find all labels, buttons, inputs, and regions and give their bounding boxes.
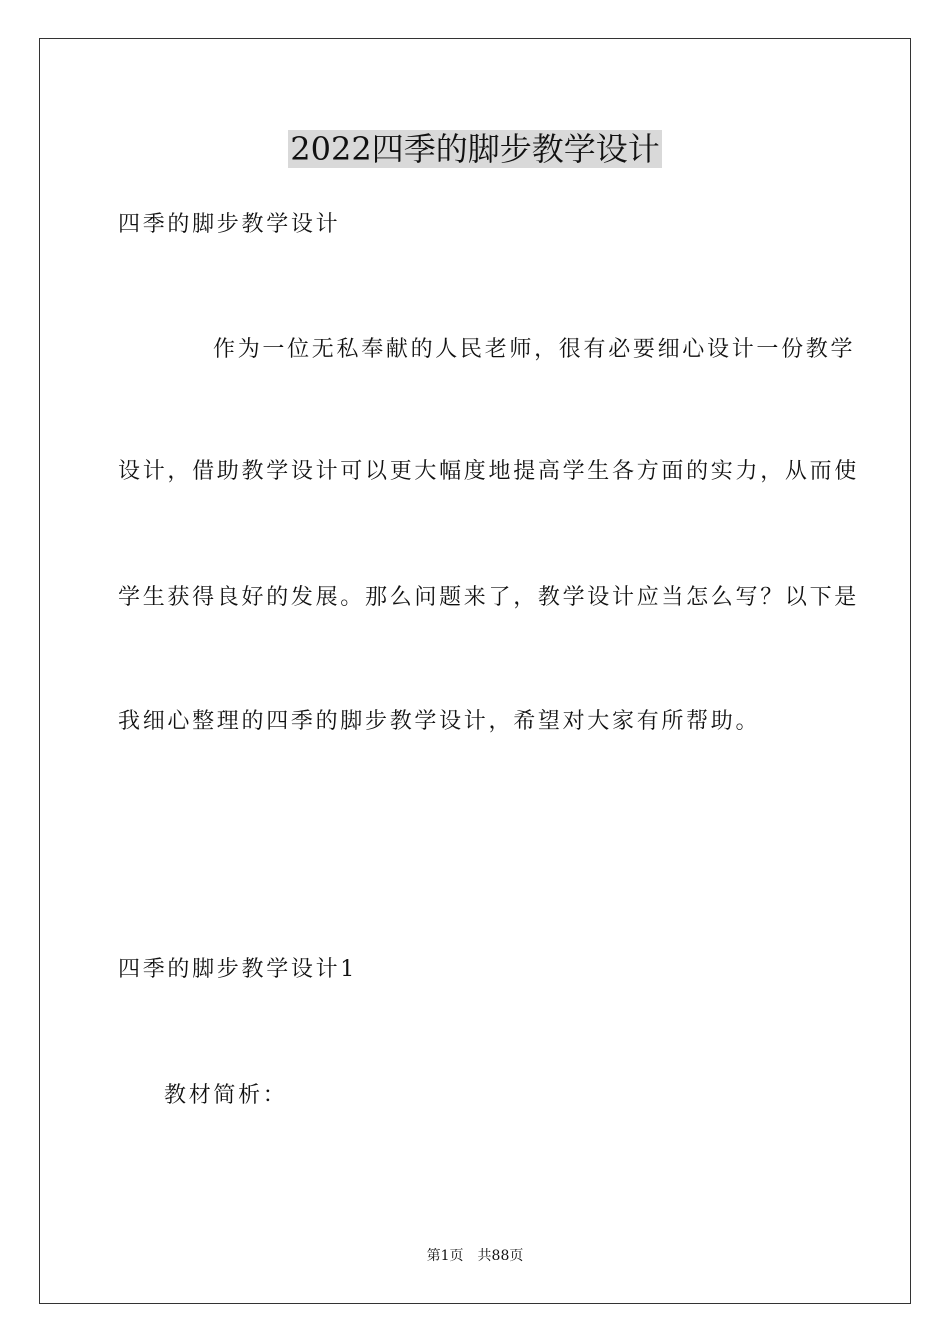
intro-line-2: 设计，借助教学设计可以更大幅度地提高学生各方面的实力，从而使 — [118, 459, 860, 484]
section-subheading: 教材简析： — [164, 1083, 288, 1108]
section-heading: 四季的脚步教学设计1 — [118, 957, 357, 982]
intro-line-3: 学生获得良好的发展。那么问题来了，教学设计应当怎么写？以下是 — [118, 585, 860, 610]
intro-line-1: 作为一位无私奉献的人民老师，很有必要细心设计一份教学 — [213, 337, 856, 362]
document-subtitle: 四季的脚步教学设计 — [118, 212, 341, 237]
intro-line-4: 我细心整理的四季的脚步教学设计，希望对大家有所帮助。 — [118, 709, 761, 734]
document-title-text: 2022四季的脚步教学设计 — [290, 130, 660, 168]
document-title — [0, 125, 950, 173]
page-footer: 第1页 共88页 — [426, 1248, 524, 1264]
